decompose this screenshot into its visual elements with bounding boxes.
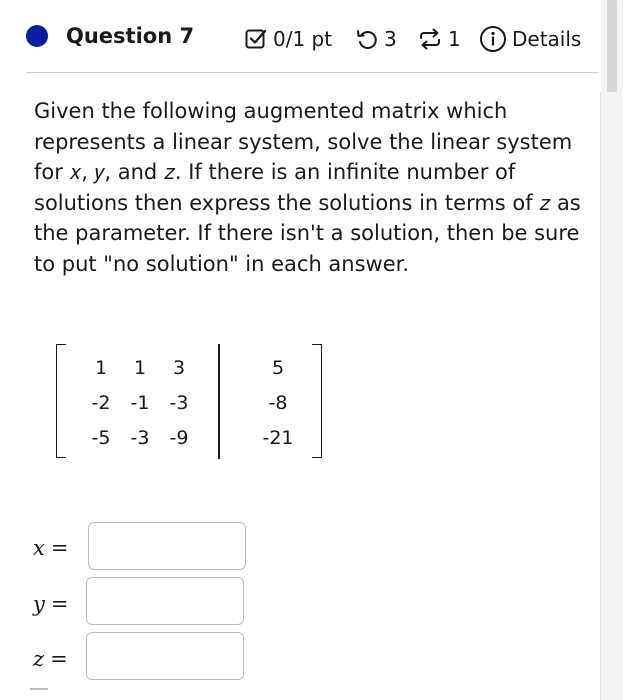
info-icon xyxy=(479,25,507,53)
y-label xyxy=(33,592,68,616)
scrollbar-thumb[interactable] xyxy=(607,0,617,92)
undo-icon xyxy=(355,27,379,51)
z-answer-input[interactable] xyxy=(86,632,244,680)
retry-icon xyxy=(417,27,443,51)
equals-sign: = xyxy=(50,647,68,671)
retries-count: 1 xyxy=(448,27,461,51)
score-indicator xyxy=(244,24,332,54)
matrix-cell: -1 xyxy=(130,392,150,414)
question-title: Question 7 xyxy=(66,24,195,48)
matrix-cell: -21 xyxy=(262,427,294,449)
z-variable: z xyxy=(33,647,45,671)
matrix-cell: 3 xyxy=(172,357,186,379)
matrix-left-bracket xyxy=(56,344,66,458)
matrix-cell: 1 xyxy=(94,357,108,379)
details-button[interactable] xyxy=(479,24,581,54)
y-answer-input[interactable] xyxy=(86,577,244,625)
status-dot-icon xyxy=(26,25,48,47)
attempts-count: 3 xyxy=(384,27,397,51)
matrix-cell: 5 xyxy=(271,357,285,379)
matrix-cell: -3 xyxy=(130,427,150,449)
x-label xyxy=(33,536,68,560)
x-variable: x xyxy=(33,536,45,560)
attempts-indicator xyxy=(355,24,397,54)
checkbox-icon xyxy=(244,27,268,51)
augmented-matrix xyxy=(56,344,322,460)
score-text: 0/1 pt xyxy=(273,27,333,51)
content-edge-divider xyxy=(600,92,601,700)
matrix-cell: -5 xyxy=(91,427,111,449)
matrix-cell: 1 xyxy=(133,357,147,379)
matrix-cell: -3 xyxy=(169,392,189,414)
equals-sign: = xyxy=(50,536,69,560)
details-label[interactable]: Details xyxy=(512,27,582,51)
x-answer-input[interactable] xyxy=(88,522,246,570)
retries-indicator xyxy=(417,24,461,54)
question-text: Given the following augmented matrix which represents a linear system, solve the linear system for 𝑥, 𝑦, and 𝑧. If there is an infinite number of solutions then express the solutions in terms of 𝑧 as the parameter. If there isn't a solution, then be sure to put "no solution" in each answer. xyxy=(34,99,581,276)
question-header xyxy=(26,0,599,73)
matrix-cell: -2 xyxy=(91,392,111,414)
y-variable: y xyxy=(33,592,45,616)
equals-sign: = xyxy=(50,592,69,616)
z-label xyxy=(33,647,68,671)
matrix-cell: -8 xyxy=(268,392,288,414)
matrix-augment-divider xyxy=(218,344,220,459)
matrix-right-bracket xyxy=(312,344,322,458)
scrollbar-track[interactable] xyxy=(601,0,623,700)
next-element-edge xyxy=(30,688,48,690)
matrix-cell: -9 xyxy=(169,427,189,449)
